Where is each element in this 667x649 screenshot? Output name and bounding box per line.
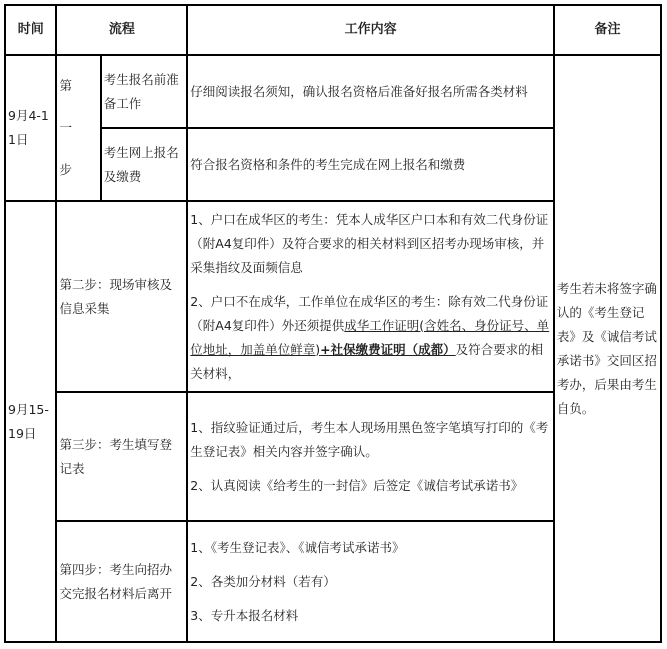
table-row [5, 55, 661, 128]
content-cell [187, 392, 554, 521]
time-cell-block1: 9月4-11日 [5, 55, 56, 201]
header-time: 时间 [5, 5, 56, 55]
content-cell [187, 521, 554, 642]
content-item: 1、指纹验证通过后，考生本人现场用黑色签字笔填写打印的《考生登记表》相关内容并签字确认。 [190, 419, 549, 459]
content-item: 1、户口在成华区的考生：凭本人成华区户口本和有效二代身份证（附A4复印件）及符合要求的相关材料到区招考办现场审核，并采集指纹及面频信息 [190, 211, 549, 275]
content-text: 2、户口不在成华，工作单位在成华区的考生：除有效二代身份证（附A4复印件）外还须提供 [190, 293, 549, 333]
step1-char: 第 [59, 78, 72, 93]
process-cell: 第三步：考生填写登记表 [56, 392, 187, 521]
registration-schedule-table [4, 4, 662, 643]
process-cell: 第二步：现场审核及信息采集 [56, 201, 187, 392]
content-item: 2、认真阅读《给考生的一封信》后签定《诚信考试承诺书》 [190, 477, 524, 493]
content-item: 3、专升本报名材料 [190, 607, 299, 623]
process-cell: 第四步：考生向招办交完报名材料后离开 [56, 521, 187, 642]
content-item: 1、《考生登记表》、《诚信考试承诺书》 [190, 539, 405, 555]
content-cell: 仔细阅读报名须知，确认报名资格后准备好报名所需各类材料 [187, 55, 554, 128]
note-cell: 考生若未将签字确认的《考生登记表》及《诚信考试承诺书》交回区招考办，后果由考生自负。 [554, 55, 661, 642]
content-item: 2、各类加分材料（若有） [190, 573, 336, 589]
content-cell [187, 201, 554, 392]
header-content: 工作内容 [187, 5, 554, 55]
step1-label [56, 55, 100, 201]
process-cell: 考生报名前准备工作 [101, 55, 188, 128]
header-note: 备注 [554, 5, 661, 55]
time-cell-block2: 9月15-19日 [5, 201, 56, 642]
content-cell: 符合报名资格和条件的考生完成在网上报名和缴费 [187, 128, 554, 201]
step1-char: 一 [59, 120, 72, 135]
work-certificate-requirement: 成华工作证明(含姓名、身份证号、单位地址，加盖单位鲜章) [190, 317, 550, 357]
content-text: 及符合要求的相关材料， [190, 341, 544, 381]
step1-char: 步 [59, 162, 72, 177]
social-security-requirement: +社保缴费证明（成都） [320, 341, 456, 357]
content-item [190, 290, 551, 386]
header-row [5, 5, 661, 55]
process-cell: 考生网上报名及缴费 [101, 128, 188, 201]
header-process: 流程 [56, 5, 187, 55]
